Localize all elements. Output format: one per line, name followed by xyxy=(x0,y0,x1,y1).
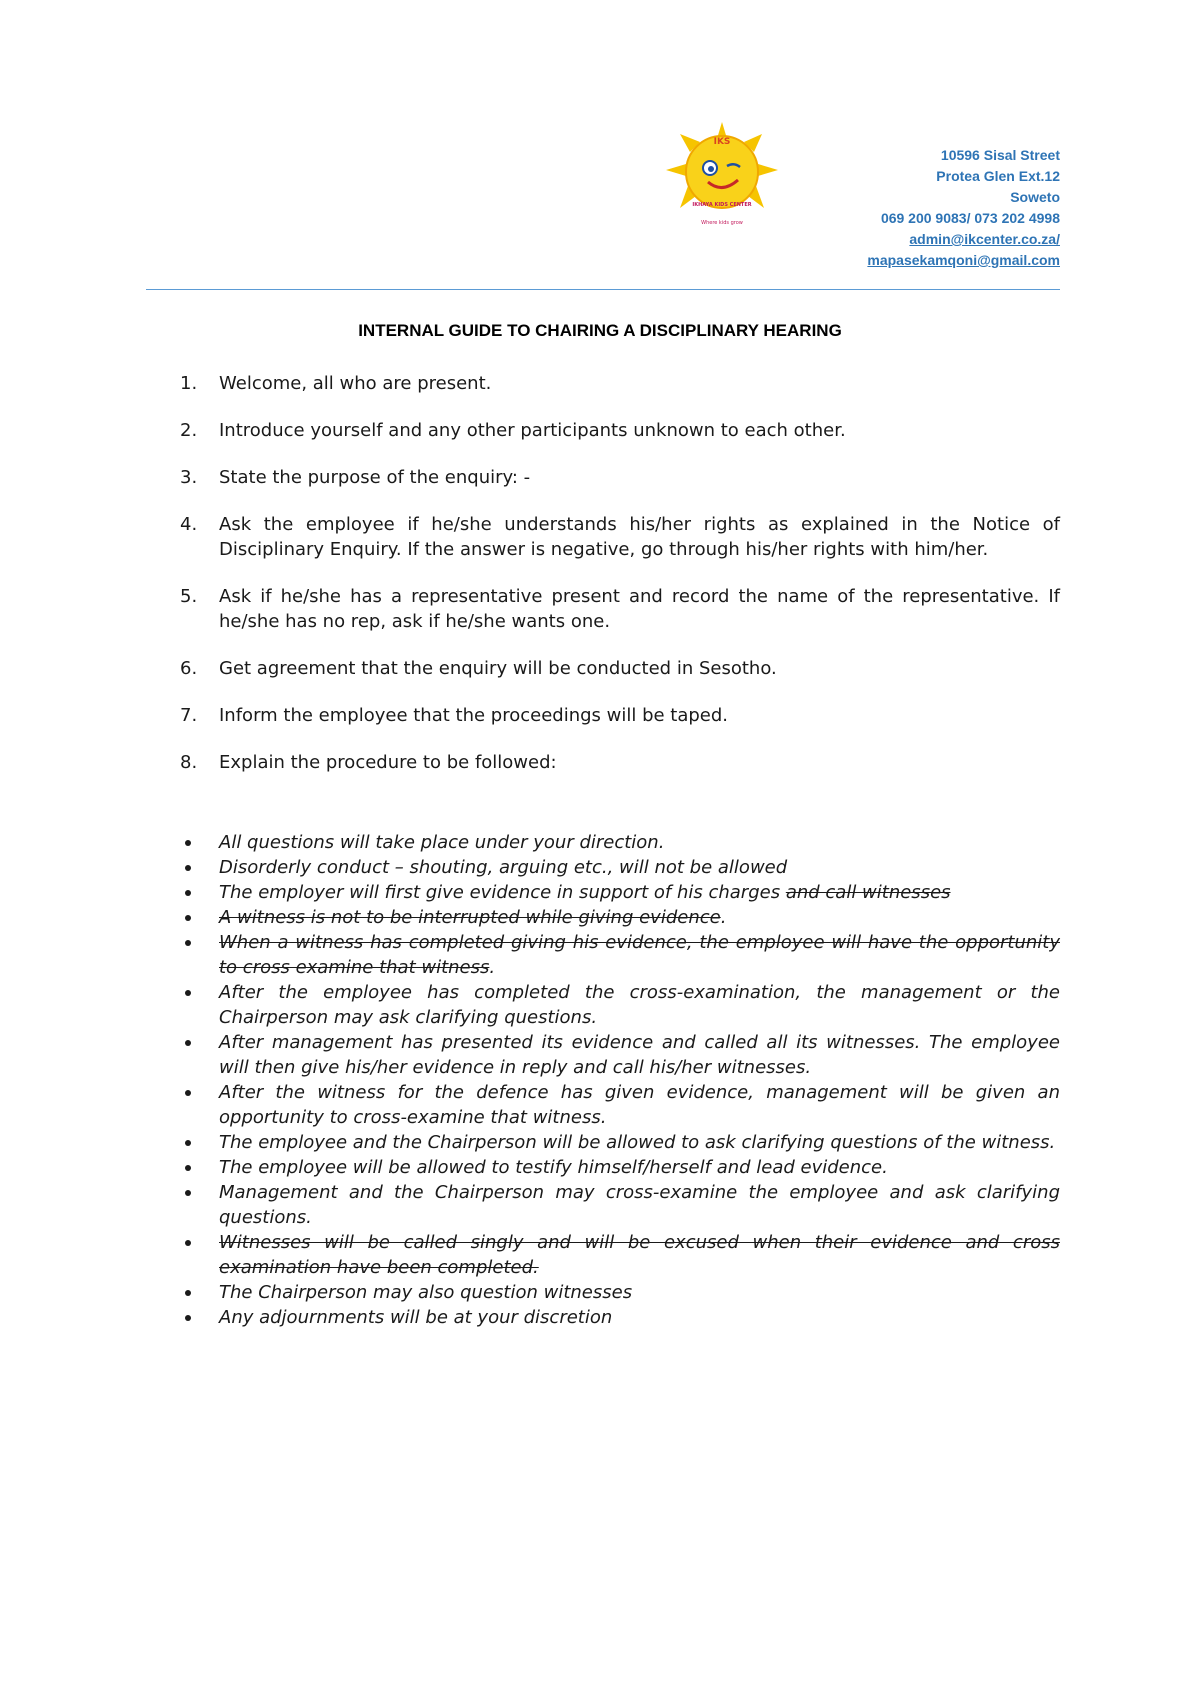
bullet-dot-icon xyxy=(185,990,191,996)
sun-mascot-logo-icon xyxy=(664,120,780,230)
bullet-item xyxy=(182,1305,1060,1330)
bullet-struck-text: Witnesses will be called singly and will be excused when their evidence and cross examination have been completed. xyxy=(219,1232,1060,1278)
bullet-dot-icon xyxy=(185,1165,191,1171)
step-text: Ask the employee if he/she understands his/her rights as explained in the Notice of Disciplinary Enquiry. If the answer is negative, go through his/her rights with him/her. xyxy=(219,514,1060,560)
step-text: Get agreement that the enquiry will be conducted in Sesotho. xyxy=(219,658,777,679)
step-number: 2. xyxy=(180,420,198,441)
logo-tagline: Where kids grow xyxy=(701,220,743,226)
step-item xyxy=(180,418,1060,443)
bullet-dot-icon xyxy=(185,1190,191,1196)
bullet-text: Disorderly conduct – shouting, arguing etc., will not be allowed xyxy=(219,857,788,878)
bullet-dot-icon xyxy=(185,1140,191,1146)
bullet-item xyxy=(182,930,1060,980)
header-divider xyxy=(146,289,1060,290)
step-item xyxy=(180,750,1060,775)
step-text: Welcome, all who are present. xyxy=(219,373,492,394)
procedure-bullet-list xyxy=(182,830,1060,1330)
bullet-struck-text: When a witness has completed giving his evidence, the employee will have the opportunity to cross examine that witness xyxy=(219,932,1060,978)
bullet-item xyxy=(182,1230,1060,1280)
email-link-personal[interactable]: mapasekamqoni@gmail.com xyxy=(867,252,1060,268)
bullet-dot-icon xyxy=(185,840,191,846)
bullet-text: After management has presented its evidence and called all its witnesses. The employee will then give his/her evidence in reply and call his/her witnesses. xyxy=(219,1032,1060,1078)
bullet-text: The employee and the Chairperson will be allowed to ask clarifying questions of the witness. xyxy=(219,1132,1056,1153)
bullet-item xyxy=(182,1080,1060,1130)
bullet-item xyxy=(182,1155,1060,1180)
step-item xyxy=(180,512,1060,562)
bullet-text: After the witness for the defence has given evidence, management will be given an opportunity to cross-examine that witness. xyxy=(219,1082,1060,1128)
document-title: INTERNAL GUIDE TO CHAIRING A DISCIPLINARY HEARING xyxy=(358,321,842,340)
logo-text-arc: IKHAYA KIDS CENTER xyxy=(692,202,752,208)
step-item xyxy=(180,656,1060,681)
step-number: 5. xyxy=(180,586,198,607)
address-line-2: Protea Glen Ext.12 xyxy=(936,168,1060,184)
bullet-text: Any adjournments will be at your discretion xyxy=(219,1307,613,1328)
step-item xyxy=(180,584,1060,634)
step-number: 3. xyxy=(180,467,198,488)
step-text: Introduce yourself and any other participants unknown to each other. xyxy=(219,420,846,441)
bullet-dot-icon xyxy=(185,1090,191,1096)
bullet-dot-icon xyxy=(185,865,191,871)
bullet-item xyxy=(182,1180,1060,1230)
step-item xyxy=(180,465,1060,490)
bullet-text: All questions will take place under your direction. xyxy=(219,832,665,853)
bullet-item xyxy=(182,1130,1060,1155)
bullet-dot-icon xyxy=(185,1040,191,1046)
address-line-1: 10596 Sisal Street xyxy=(940,147,1060,163)
bullet-tail: . xyxy=(489,957,496,978)
bullet-item xyxy=(182,855,1060,880)
step-item xyxy=(180,371,1060,396)
step-item xyxy=(180,703,1060,728)
step-text: Inform the employee that the proceedings will be taped. xyxy=(219,705,729,726)
phone-numbers: 069 200 9083/ 073 202 4998 xyxy=(880,210,1060,226)
bullet-dot-icon xyxy=(185,940,191,946)
bullet-dot-icon xyxy=(185,1240,191,1246)
bullet-text: The Chairperson may also question witnesses xyxy=(219,1282,633,1303)
bullet-text: The employer will first give evidence in support of his charges xyxy=(219,882,786,903)
bullet-tail: . xyxy=(720,907,727,928)
contact-block xyxy=(867,145,1060,271)
bullet-dot-icon xyxy=(185,890,191,896)
bullet-struck-text: and call witnesses xyxy=(785,882,951,903)
bullet-dot-icon xyxy=(185,1315,191,1321)
step-text: State the purpose of the enquiry: - xyxy=(219,467,531,488)
step-number: 7. xyxy=(180,705,198,726)
address-line-3: Soweto xyxy=(1010,189,1060,205)
step-number: 8. xyxy=(180,752,198,773)
bullet-dot-icon xyxy=(185,915,191,921)
steps-list xyxy=(180,371,1060,797)
bullet-dot-icon xyxy=(185,1290,191,1296)
bullet-item xyxy=(182,1030,1060,1080)
bullet-text: The employee will be allowed to testify himself/herself and lead evidence. xyxy=(219,1157,888,1178)
bullet-struck-text: A witness is not to be interrupted while giving evidence xyxy=(219,907,721,928)
logo-text-top: IKS xyxy=(713,137,731,147)
bullet-item xyxy=(182,880,1060,905)
bullet-text: Management and the Chairperson may cross-examine the employee and ask clarifying questions. xyxy=(219,1182,1060,1228)
bullet-item xyxy=(182,905,1060,930)
step-number: 4. xyxy=(180,514,198,535)
bullet-item xyxy=(182,830,1060,855)
bullet-item xyxy=(182,1280,1060,1305)
bullet-item xyxy=(182,980,1060,1030)
step-text: Explain the procedure to be followed: xyxy=(219,752,557,773)
step-number: 6. xyxy=(180,658,198,679)
email-link-admin[interactable]: admin@ikcenter.co.za/ xyxy=(909,231,1060,247)
bullet-text: After the employee has completed the cross-examination, the management or the Chairperson may ask clarifying questions. xyxy=(219,982,1060,1028)
step-text: Ask if he/she has a representative present and record the name of the representative. If he/she has no rep, ask if he/she wants one. xyxy=(219,586,1060,632)
step-number: 1. xyxy=(180,373,198,394)
